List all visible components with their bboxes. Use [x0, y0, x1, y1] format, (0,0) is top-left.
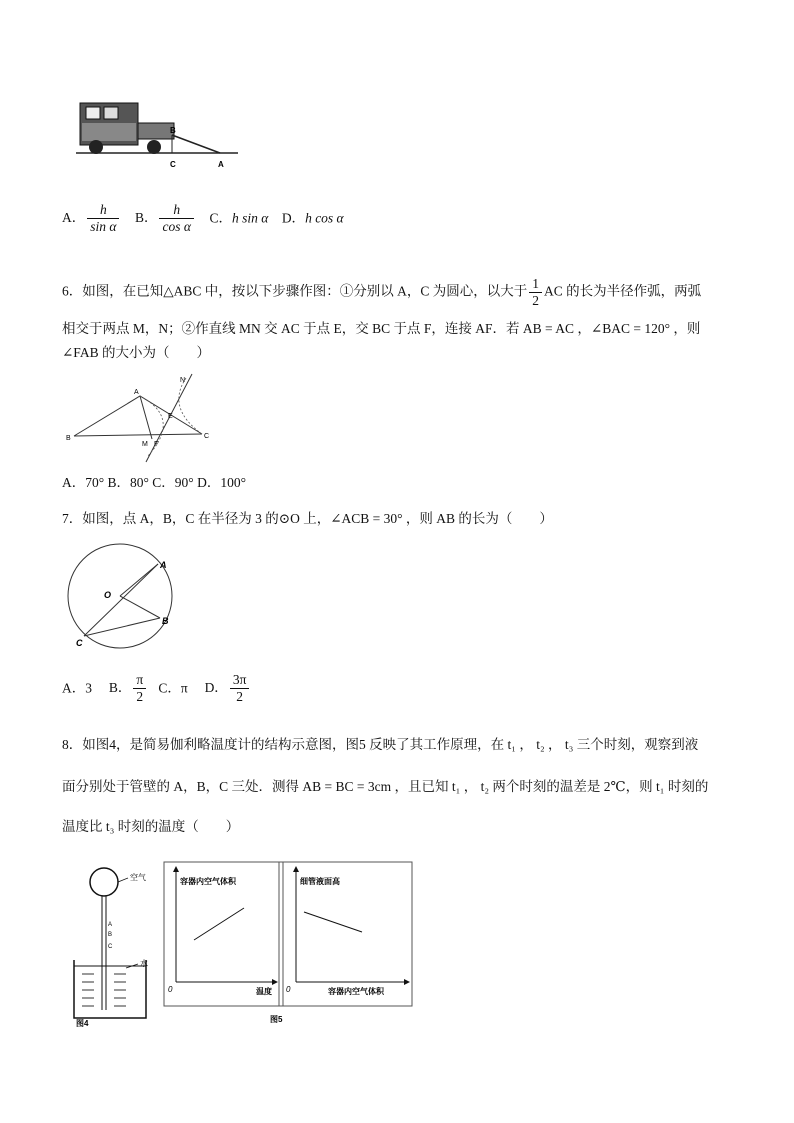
fig-label-B: B	[66, 435, 71, 442]
fig-label-C: C	[170, 160, 176, 169]
fig-label-M: M	[142, 441, 148, 448]
water-label: 水	[140, 959, 148, 968]
fig4-caption: 图4	[76, 1019, 89, 1028]
q6-stem-line1: 6．如图，在已知△ABC 中，按以下步骤作图：①分别以 A，C 为圆心，以大于 $\frac{1}{2}$ AC 的长为半径作弧，两弧	[62, 276, 702, 308]
q5-option-D[interactable]: D．h cos α	[281, 210, 344, 226]
tick-C: C	[108, 944, 113, 950]
fig-label-A: A	[218, 160, 224, 169]
q5-option-B[interactable]: B． $\frac{h}{\text{cos α}}$	[135, 210, 199, 225]
fig-label-B: B	[162, 616, 169, 626]
fig-label-B: B	[170, 126, 176, 135]
left-xlabel: 温度	[256, 987, 272, 996]
q8-stem-line3: 温度比 t₃ 时刻的温度（ ）	[62, 819, 240, 834]
q7-option-A[interactable]: A．3	[62, 680, 92, 696]
q6-options[interactable]: A．70° B．80° C．90° D．100°	[62, 475, 246, 490]
fig5-caption: 图5	[270, 1015, 283, 1024]
fig-label-O: O	[104, 590, 112, 600]
fig-label-C: C	[76, 638, 83, 648]
q6-stem-line3: ∠FAB 的大小为（ ）	[62, 345, 210, 360]
working-principle-graphs	[162, 860, 414, 1028]
fig-label-A: A	[134, 389, 139, 396]
air-label: 空气	[130, 873, 146, 882]
q8-stem-line2: 面分别处于管壁的 A，B，C 三处．测得 AB = BC = 3cm ，且已知 t₁ ， t₂ 两个时刻的温差是 2℃，则 t₁ 时刻的	[62, 779, 709, 794]
tick-A: A	[108, 922, 113, 928]
fig-label-N: N	[180, 377, 186, 384]
q5-options	[62, 202, 344, 235]
fig-label-C: C	[204, 433, 210, 440]
q7-stem: 7．如图，点 A，B，C 在半径为 3 的⊙O 上，∠ACB = 30° ，则 AB 的长为（ ）	[62, 511, 553, 526]
left-ylabel: 容器内空气体积	[180, 877, 236, 886]
fig-label-A: A	[160, 560, 167, 570]
thermometer-figure	[62, 860, 162, 1028]
triangle-construction-figure	[62, 368, 220, 468]
left-origin: 0	[168, 985, 173, 994]
q7-option-B[interactable]: B． $\frac{\pi}{2}$	[109, 680, 152, 695]
q7-options	[62, 672, 251, 705]
q8-stem-line1: 8．如图4，是简易伽利略温度计的结构示意图，图5 反映了其工作原理，在 t₁ ， t₂ ， t₃ 三个时刻，观察到液	[62, 737, 699, 752]
tick-B: B	[108, 932, 113, 938]
q5-option-C[interactable]: C．h sin α	[209, 210, 269, 226]
q7-option-D[interactable]: D． $\frac{3\pi}{2}$	[205, 680, 252, 695]
right-xlabel: 容器内空气体积	[328, 987, 384, 996]
q6-stem-line2: 相交于两点 M，N；②作直线 MN 交 AC 于点 E，交 BC 于点 F，连接 AF．若 AB = AC ，∠BAC = 120° ，则	[62, 321, 701, 336]
q7-option-C[interactable]: C．π	[158, 680, 188, 696]
circle-figure	[62, 540, 184, 652]
right-origin: 0	[286, 985, 291, 994]
right-ylabel: 细管液面高	[300, 877, 340, 886]
fig-label-E: E	[168, 413, 173, 420]
fig-label-F: F	[154, 441, 159, 448]
truck-ramp-figure	[72, 95, 242, 175]
q5-option-A[interactable]: A． $\frac{h}{\text{sin α}}$	[62, 210, 125, 225]
